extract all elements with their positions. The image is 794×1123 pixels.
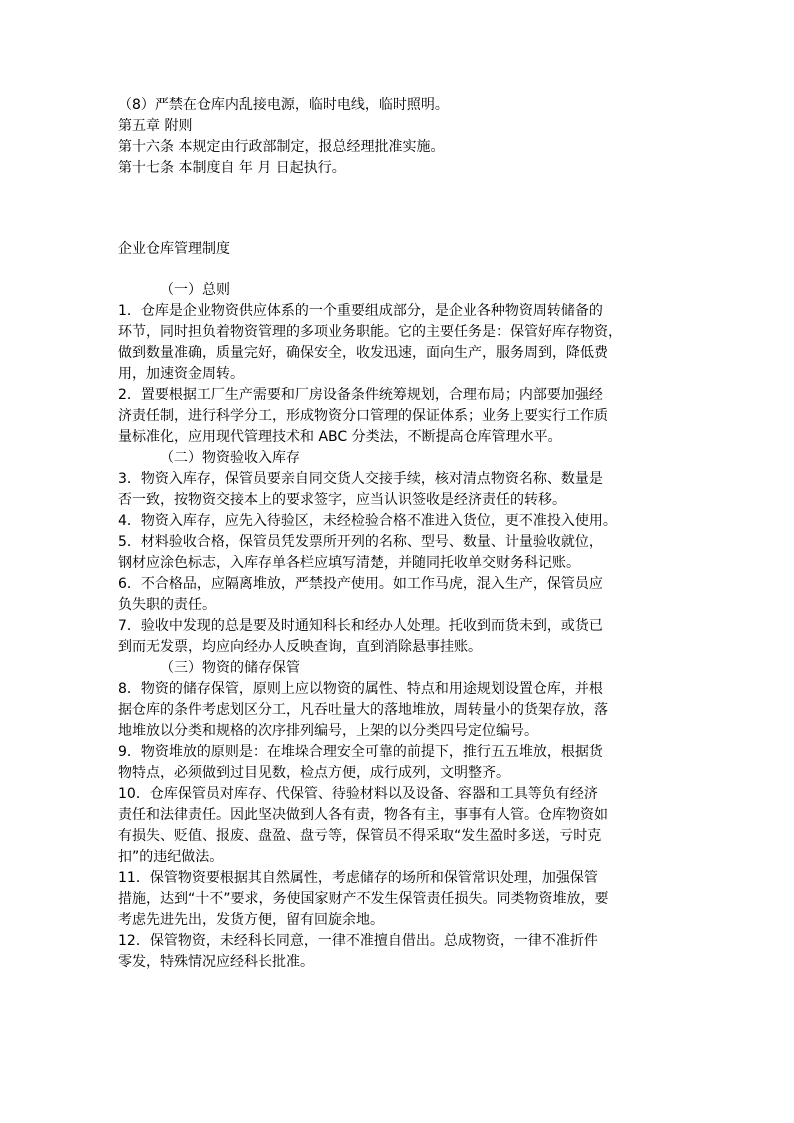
text-line: 第十七条 本制度自 年 月 日起执行。 xyxy=(118,160,346,176)
chapter-heading: 第五章 附则 xyxy=(118,118,193,134)
text-line: 钢材应涂色标志，入库存单各栏应填写清楚，并随同托收单交财务科记账。 xyxy=(118,555,580,571)
previous-section xyxy=(118,95,678,179)
text-line: 3．物资入库存，保管员要亲自同交货人交接手续，核对清点物资名称、数量是 xyxy=(118,471,603,487)
text-line: 物特点，必须做到过目见数，检点方便，成行成列，文明整齐。 xyxy=(118,765,510,781)
text-line: 做到数量准确，质量完好，确保安全，收发迅速，面向生产，服务周到，降低费 xyxy=(118,345,608,361)
document-title: 企业仓库管理制度 xyxy=(118,241,230,257)
text-line: 1．仓库是企业物资供应体系的一个重要组成部分，是企业各种物资周转储备的 xyxy=(118,303,603,319)
text-line: 量标准化，应用现代管理技术和 ABC 分类法，不断提高仓库管理水平。 xyxy=(118,429,562,445)
text-line: 5．材料验收合格，保管员凭发票所开列的名称、型号、数量、计量验收就位， xyxy=(118,534,603,550)
text-line: 责任和法律责任。因此坚决做到人各有责，物各有主，事事有人管。仓库物资如 xyxy=(118,807,608,823)
text-line: 有损失、贬值、报废、盘盈、盘亏等，保管员不得采取“发生盈时多送，亏时克 xyxy=(118,828,602,844)
text-line: 6．不合格品，应隔离堆放，严禁投产使用。如工作马虎，混入生产，保管员应 xyxy=(118,576,603,592)
text-line: 济责任制，进行科学分工，形成物资分口管理的保证体系；业务上要实行工作质 xyxy=(118,408,608,424)
text-line: （8）严禁在仓库内乱接电源，临时电线，临时照明。 xyxy=(118,97,449,113)
section-heading: （二）物资验收入库存 xyxy=(160,450,300,466)
document-page xyxy=(118,95,678,973)
text-line: 2．置要根据工厂生产需要和厂房设备条件统筹规划，合理布局；内部要加强经 xyxy=(118,387,603,403)
section-storage xyxy=(118,658,678,973)
text-line: 用，加速资金周转。 xyxy=(118,366,244,382)
text-line: 9．物资堆放的原则是：在堆垛合理安全可靠的前提下，推行五五堆放，根据货 xyxy=(118,744,603,760)
text-line: 到而无发票，均应向经办人反映查询，直到消除悬事挂账。 xyxy=(118,639,482,655)
text-line: 12．保管物资，未经科长同意，一律不准擅自借出。总成物资，一律不准折件 xyxy=(118,933,598,949)
section-heading: （三）物资的储存保管 xyxy=(160,660,300,676)
text-line: 10．仓库保管员对库存、代保管、待验材料以及设备、容器和工具等负有经济 xyxy=(118,786,598,802)
section-heading: （一）总则 xyxy=(160,282,230,298)
text-line: 扣”的违纪做法。 xyxy=(118,849,224,865)
text-line: 负失职的责任。 xyxy=(118,597,216,613)
text-line: 地堆放以分类和规格的次序排列编号，上架的以分类四号定位编号。 xyxy=(118,723,538,739)
text-line: 环节，同时担负着物资管理的多项业务职能。它的主要任务是：保管好库存物资， xyxy=(118,324,622,340)
text-line: 否一致，按物资交接本上的要求签字，应当认识签收是经济责任的转移。 xyxy=(118,492,566,508)
text-line: 措施，达到“十不”要求，务使国家财产不发生保管责任损失。同类物资堆放，要 xyxy=(118,891,609,907)
text-line: 据仓库的条件考虑划区分工，凡吞吐量大的落地堆放，周转量小的货架存放，落 xyxy=(118,702,608,718)
text-line: 11．保管物资要根据其自然属性，考虑储存的场所和保管常识处理，加强保管 xyxy=(118,870,598,886)
text-line: 4．物资入库存，应先入待验区，未经检验合格不准进入货位，更不准投入使用。 xyxy=(118,513,617,529)
text-line: 考虑先进先出，发货方便，留有回旋余地。 xyxy=(118,912,384,928)
text-line: 8．物资的储存保管，原则上应以物资的属性、特点和用途规划设置仓库，并根 xyxy=(118,681,603,697)
text-line: 第十六条 本规定由行政部制定，报总经理批准实施。 xyxy=(118,139,445,155)
section-general xyxy=(118,280,678,448)
text-line: 零发，特殊情况应经科长批准。 xyxy=(118,954,314,970)
text-line: 7．验收中发现的总是要及时通知科长和经办人处理。托收到而货未到，或货已 xyxy=(118,618,603,634)
section-receiving xyxy=(118,448,678,658)
